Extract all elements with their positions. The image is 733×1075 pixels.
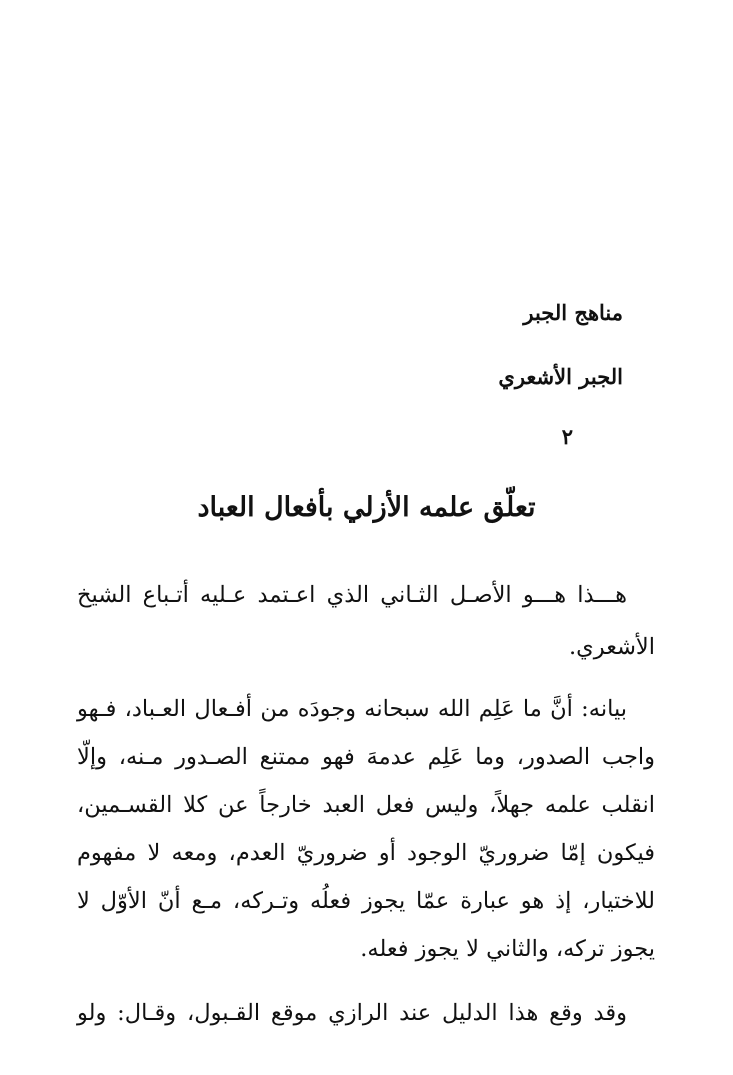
- paragraph-2-line-2: واجب الصدور، وما عَلِم عدمهَ فهو ممتنع الصـدور مـنه، وإلّا: [77, 744, 655, 770]
- paragraph-2-line-1: بيانه: أنَّ ما عَلِم الله سبحانه وجودَه من أفـعال العـباد، فـهو: [77, 696, 627, 722]
- paragraph-1-line-1: هـــذا هـــو الأصـل الثـاني الذي اعـتمد عـليه أتـباع الشيخ: [77, 582, 627, 608]
- section-title: تعلّق علمه الأزلي بأفعال العباد: [197, 492, 536, 523]
- paragraph-2-line-4: فيكون إمّا ضروريّ الوجود أو ضروريّ العدم، ومعه لا مفهوم: [77, 840, 655, 866]
- paragraph-1-line-2: الأشعري.: [569, 634, 655, 660]
- paragraph-2-line-5: للاختيار، إذ هو عبارة عمّا يجوز فعلُه وتـركه، مـع أنّ الأوّل لا: [77, 888, 655, 914]
- paragraph-3-line-1: وقد وقع هذا الدليل عند الرازي موقع القـبول، وقـال: ولو: [77, 1000, 627, 1026]
- paragraph-2-line-3: انقلب علمه جهلاً، وليس فعل العبد خارجاً عن كلا القسـمين،: [77, 792, 655, 818]
- book-section-heading: مناهج الجبر: [523, 300, 623, 325]
- paragraph-2-line-6: يجوز تركه، والثاني لا يجوز فعله.: [360, 936, 655, 962]
- chapter-heading: الجبر الأشعري: [498, 364, 623, 389]
- section-number: ٢: [561, 424, 573, 449]
